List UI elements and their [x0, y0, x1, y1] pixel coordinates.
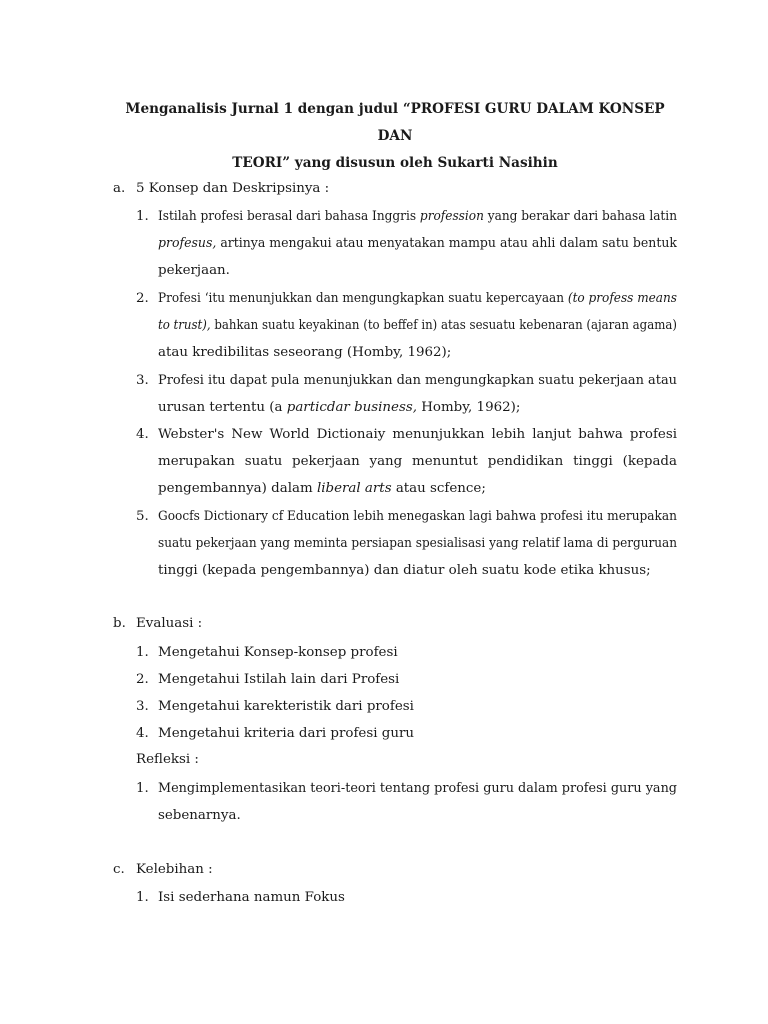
- text-line: Mengetahui Istilah lain dari Profesi: [158, 672, 400, 687]
- document-title: [110, 96, 680, 177]
- text-line: Webster's New World Dictionaiy menunjukkan lebih lanjut bahwa profesi: [158, 427, 677, 442]
- list-number: 2.: [136, 672, 149, 687]
- text-line: pengembannya) dalam liberal arts atau scfence;: [158, 481, 486, 496]
- section-c-marker: c.: [113, 862, 125, 877]
- section-c-heading: [113, 862, 213, 877]
- list-number: 5.: [136, 509, 149, 524]
- list-number: 2.: [136, 291, 149, 306]
- list-number: 1.: [136, 781, 149, 796]
- list-number: 3.: [136, 699, 149, 714]
- list-number: 1.: [136, 645, 149, 660]
- list-number: 4.: [136, 726, 149, 741]
- title-line-1: Menganalisis Jurnal 1 dengan judul “PROFESI GURU DALAM KONSEP DAN: [125, 101, 665, 144]
- section-b-title: Evaluasi :: [136, 616, 203, 631]
- text-line: atau kredibilitas seseorang (Homby, 1962);: [158, 345, 452, 360]
- text-line: to trust), bahkan suatu keyakinan (to beffef in) atas sesuatu kebenaran (ajaran agama): [158, 318, 677, 333]
- list-number: 4.: [136, 427, 149, 442]
- section-a-title: 5 Konsep dan Deskripsinya :: [136, 181, 330, 196]
- list-number: 1.: [136, 209, 149, 224]
- section-b-heading: [113, 616, 202, 631]
- text-line: pekerjaan.: [158, 263, 230, 278]
- text-line: Profesi ‘itu menunjukkan dan mengungkapkan suatu kepercayaan (to profess means: [158, 291, 677, 306]
- refleksi-label: Refleksi :: [136, 752, 199, 767]
- text-line: Istilah profesi berasal dari bahasa Inggris profession yang berakar dari bahasa latin: [158, 209, 677, 224]
- section-a-marker: a.: [113, 181, 126, 196]
- text-line: Mengimplementasikan teori-teori tentang profesi guru dalam profesi guru yang: [158, 781, 677, 796]
- text-line: suatu pekerjaan yang meminta persiapan spesialisasi yang relatif lama di perguruan: [158, 536, 677, 551]
- text-line: Profesi itu dapat pula menunjukkan dan mengungkapkan suatu pekerjaan atau: [158, 373, 677, 388]
- text-line: merupakan suatu pekerjaan yang menuntut pendidikan tinggi (kepada: [158, 454, 677, 469]
- text-line: profesus, artinya mengakui atau menyatakan mampu atau ahli dalam satu bentuk: [158, 236, 677, 251]
- text-line: tinggi (kepada pengembannya) dan diatur oleh suatu kode etika khusus;: [158, 563, 651, 578]
- list-number: 1.: [136, 890, 149, 905]
- text-line: sebenarnya.: [158, 808, 241, 823]
- section-b-marker: b.: [113, 616, 126, 631]
- section-a-heading: [113, 181, 329, 196]
- text-line: Mengetahui karekteristik dari profesi: [158, 699, 414, 714]
- text-line: Isi sederhana namun Fokus: [158, 890, 345, 905]
- text-line: Mengetahui kriteria dari profesi guru: [158, 726, 414, 741]
- title-line-2: TEORI” yang disusun oleh Sukarti Nasihin: [232, 155, 558, 171]
- text-line: Mengetahui Konsep-konsep profesi: [158, 645, 398, 660]
- section-c-title: Kelebihan :: [136, 862, 213, 877]
- list-number: 3.: [136, 373, 149, 388]
- text-line: urusan tertentu (a particdar business, Homby, 1962);: [158, 400, 521, 415]
- text-line: Goocfs Dictionary cf Education lebih menegaskan lagi bahwa profesi itu merupakan: [158, 509, 677, 524]
